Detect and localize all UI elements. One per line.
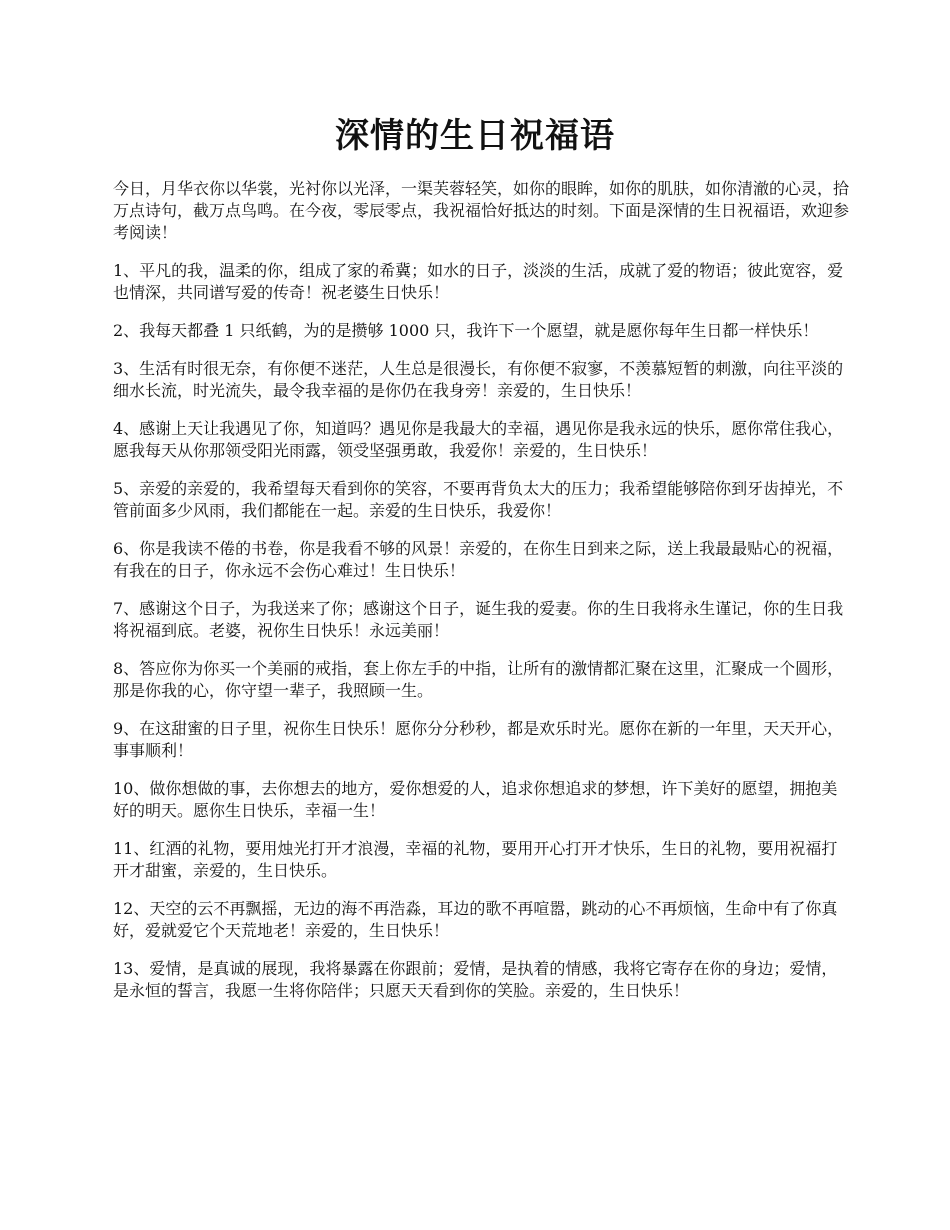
wish-paragraph-5: 5、亲爱的亲爱的，我希望每天看到你的笑容，不要再背负太大的压力；我希望能够陪你到牙齿掉光，不管前面多少风雨，我们都能在一起。亲爱的生日快乐，我爱你！ <box>113 479 844 520</box>
wish-paragraph-3: 3、生活有时很无奈，有你便不迷茫，人生总是很漫长，有你便不寂寥，不羡慕短暂的刺激，向往平淡的细水长流，时光流失，最令我幸福的是你仍在我身旁！亲爱的，生日快乐！ <box>113 359 844 400</box>
wish-paragraph-4: 4、感谢上天让我遇见了你，知道吗？遇见你是我最大的幸福，遇见你是我永远的快乐，愿你常住我心，愿我每天从你那领受阳光雨露，领受坚强勇敢，我爱你！亲爱的，生日快乐！ <box>113 419 844 460</box>
wish-paragraph-8: 8、答应你为你买一个美丽的戒指，套上你左手的中指，让所有的激情都汇聚在这里，汇聚成一个圆形，那是你我的心，你守望一辈子，我照顾一生。 <box>113 659 844 700</box>
wish-paragraph-7: 7、感谢这个日子，为我送来了你；感谢这个日子，诞生我的爱妻。你的生日我将永生谨记，你的生日我将祝福到底。老婆，祝你生日快乐！永远美丽！ <box>113 599 844 640</box>
wish-paragraph-9: 9、在这甜蜜的日子里，祝你生日快乐！愿你分分秒秒，都是欢乐时光。愿你在新的一年里，天天开心，事事顺利！ <box>113 719 844 760</box>
wish-paragraph-12: 12、天空的云不再飘摇，无边的海不再浩淼，耳边的歌不再喧嚣，跳动的心不再烦恼，生命中有了你真好，爱就爱它个天荒地老！亲爱的，生日快乐！ <box>113 899 838 940</box>
wish-paragraph-2: 2、我每天都叠 1 只纸鹤，为的是攒够 1000 只，我许下一个愿望，就是愿你每年生日都一样快乐！ <box>113 321 819 340</box>
wish-paragraph-13: 13、爱情，是真诚的展现，我将暴露在你跟前；爱情，是执着的情感，我将它寄存在你的身边；爱情，是永恒的誓言，我愿一生将你陪伴；只愿天天看到你的笑脸。亲爱的，生日快乐！ <box>113 959 838 1000</box>
document-body <box>113 178 851 1018</box>
page-title: 深情的生日祝福语 <box>335 116 615 156</box>
wish-paragraph-6: 6、你是我读不倦的书卷，你是我看不够的风景！亲爱的，在你生日到来之际，送上我最最贴心的祝福，有我在的日子，你永远不会伤心难过！生日快乐！ <box>113 539 844 580</box>
intro-paragraph: 今日，月华衣你以华裳，光衬你以光泽，一渠芙蓉轻笑，如你的眼眸，如你的肌肤，如你清澈的心灵，拾万点诗句，截万点鸟鸣。在今夜，零辰零点，我祝福恰好抵达的时刻。下面是深情的生日祝福语，欢迎参考阅读！ <box>113 179 850 242</box>
wish-paragraph-11: 11、红酒的礼物，要用烛光打开才浪漫，幸福的礼物，要用开心打开才快乐，生日的礼物，要用祝福打开才甜蜜，亲爱的，生日快乐。 <box>113 839 838 880</box>
wish-paragraph-1: 1、平凡的我，温柔的你，组成了家的希冀；如水的日子，淡淡的生活，成就了爱的物语；彼此宽容，爱也情深，共同谱写爱的传奇！祝老婆生日快乐！ <box>113 261 844 302</box>
wish-paragraph-10: 10、做你想做的事，去你想去的地方，爱你想爱的人，追求你想追求的梦想，许下美好的愿望，拥抱美好的明天。愿你生日快乐，幸福一生！ <box>113 779 838 820</box>
